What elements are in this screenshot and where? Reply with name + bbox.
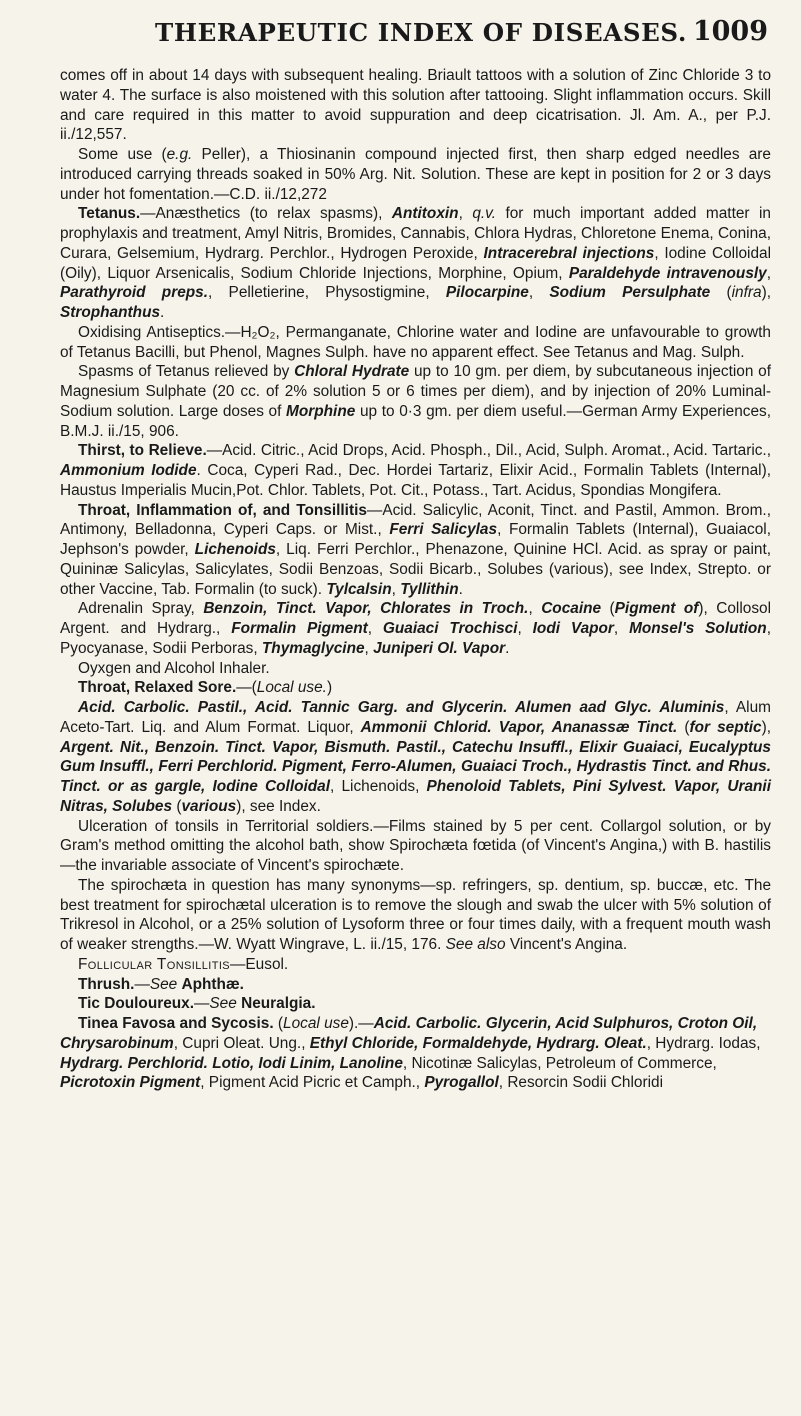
text-run: Acid. Carbolic. Pastil., Acid. Tannic Garg. and Glycerin. Alumen aad Glyc. Aluminis (78, 699, 725, 716)
entry-heading: Throat, Inflammation of, and Tonsillitis (78, 501, 367, 519)
text-run: Hydrarg. Perchlorid. Lotio, Iodi Linim, Lanoline (60, 1054, 403, 1072)
text-run: Morphine (286, 402, 356, 420)
text-run: Monsel's Solution (629, 620, 767, 637)
entry-heading: Thrush. (78, 975, 135, 993)
text-run: , Pyocyanase, Sodii Perboras, (60, 620, 771, 657)
paragraph (60, 994, 771, 1014)
text-run: Iodi Vapor (532, 620, 614, 637)
text-run: Oyxgen and Alcohol Inhaler. (78, 659, 270, 677)
body-text (60, 66, 771, 1093)
text-run: Antitoxin (391, 205, 459, 223)
paragraph (60, 1014, 771, 1093)
text-run: . Coca, Cyperi Rad., Dec. Hordei Tartariz, Elixir Acid., Formalin Tablets (Internal), Haustus Imperialis Mucin,Pot. Chlor. Tablets, Pot. Cit., Potass., Tart. Acidus, Spondias Mongifera. (60, 462, 771, 499)
paragraph (60, 975, 771, 995)
text-run: Peller), a Thiosinanin compound injected first, then sharp edged needles are introduced carrying threads soaked in 50% Arg. Nit. Solution. These are kept in position for 2 or 3 days under hot fomentation.—C.D. ii./12,272 (60, 146, 771, 203)
text-run: Chloral Hydrate (294, 363, 410, 381)
text-run: See also (445, 936, 506, 953)
text-run: Phenoloid Tablets, Pini Sylvest. Vapor, Uranii Nitras, Solubes (60, 778, 771, 815)
text-run: , (517, 620, 533, 637)
text-run: Cocaine (541, 600, 602, 618)
paragraph (60, 876, 771, 955)
text-run: , Nicotinæ Salicylas, Petroleum of Commerce, (402, 1054, 717, 1072)
text-run: Benzoin, Tinct. Vapor, Chlorates in Troch. (203, 600, 529, 618)
text-run: , Liq. Ferri Perchlor., Phenazone, Quinine HCl. Acid. as spray or paint, Quininæ Salicylas, Salicylates, Sodii Benzoas, Sodii Bicarb., Solubes (various), see Index, Strepto. or other Vaccine, Tab. Formalin (to suck). (60, 541, 771, 598)
paragraph (60, 323, 771, 363)
text-run: —( (236, 679, 257, 697)
entry-heading: Throat, Relaxed Sore. (78, 679, 237, 697)
text-run: ), Collosol Argent. and Hydrarg., (60, 600, 771, 637)
text-run: , Hydrarg. Iodas, (646, 1034, 761, 1052)
text-run: , Formalin Tablets (Internal), Guaiacol, Jephson's powder, (60, 521, 771, 558)
entry-heading: Thirst, to Relieve. (78, 442, 207, 460)
text-run: See (209, 995, 237, 1013)
text-run: , (458, 205, 473, 223)
text-run: ( (172, 797, 182, 815)
text-run: for septic (689, 718, 762, 736)
text-run: Picrotoxin Pigment (60, 1074, 201, 1092)
text-run: ( (601, 600, 615, 618)
text-run: q.v. (472, 205, 496, 223)
text-run: Juniperi Ol. Vapor (373, 639, 506, 657)
text-run: , (528, 284, 550, 302)
text-run: . (505, 639, 510, 657)
text-run: Spasms of Tetanus relieved by (78, 363, 295, 381)
paragraph (60, 955, 771, 975)
text-run: ( (273, 1015, 284, 1032)
text-run: , Iodine Colloidal (Oily), Liquor Arsenicalis, Sodium Chloride Injections, Morphine, Opium, (60, 244, 772, 282)
paragraph (60, 441, 771, 500)
text-run: Tyllithin (400, 580, 459, 598)
text-run: Parathyroid preps. (60, 284, 208, 302)
entry-heading: Tic Douloureux. (78, 995, 195, 1013)
text-run: —Eusol. (230, 955, 289, 973)
text-run: Sodium Persulphate (549, 284, 711, 302)
text-run: — (194, 995, 210, 1013)
entry-heading: Aphthæ. (181, 975, 244, 993)
text-run: Local use. (256, 679, 327, 697)
page-number: 1009 (692, 16, 768, 47)
text-run: ( (677, 718, 690, 736)
text-run: e.g. (166, 146, 193, 163)
text-run: — (134, 975, 150, 993)
text-run: —Acid. Citric., Acid Drops, Acid. Phosph., Dil., Acid, Sulph. Aromat., Acid. Tartaric., (206, 442, 771, 460)
text-run: , (528, 600, 542, 618)
text-run: , Lichenoids, (330, 778, 427, 795)
text-run: , Alum Aceto-Tart. Liq. and Alum Format. Liquor, (60, 699, 771, 736)
entry-heading: Tinea Favosa and Sycosis. (78, 1015, 274, 1032)
text-run: for much important added matter in prophylaxis and treatment, Amyl Nitris, Bromides, Cannabis, Chlora Hydras, Chloretone Enema, Conina, Curara, Gelsemium, Hydrarg. Perchlor., Hydrogen Peroxide, (60, 205, 771, 262)
text-run: Lichenoids (194, 541, 276, 558)
text-run: , Resorcin Sodii Chloridi (498, 1074, 663, 1092)
text-run: up to 0·3 gm. per diem useful.—German Army Experiences, B.M.J. ii./15, 906. (60, 402, 771, 440)
text-run: Pilocarpine (445, 284, 529, 302)
text-run: Guaiaci Trochisci (382, 620, 518, 637)
text-run: Follicular Tonsillitis (78, 955, 231, 973)
paragraph (60, 817, 771, 876)
text-run: Ethyl Chloride, Formaldehyde, Hydrarg. Oleat. (309, 1034, 647, 1052)
text-run: Pigment of (614, 600, 699, 618)
text-run: Strophanthus (60, 304, 161, 321)
text-run: —Acid. Salicylic, Aconit, Tinct. and Pastil, Ammon. Brom., Antimony, Belladonna, Cyperi Caps. or Mist., (60, 501, 771, 539)
paragraph (60, 66, 771, 145)
entry-heading: Neuralgia. (241, 995, 316, 1013)
text-run: Paraldehyde intravenously (568, 264, 767, 282)
text-run: See (149, 975, 178, 993)
text-run: . (160, 304, 165, 321)
text-run: Local use (283, 1015, 349, 1032)
page-header (60, 0, 771, 66)
text-run: Ammonium Iodide (60, 462, 197, 479)
text-run: ), see Index. (236, 797, 321, 815)
text-run: —Anæsthetics (to relax spasms), (140, 205, 392, 223)
entry-heading: Tetanus. (78, 205, 141, 223)
running-title: THERAPEUTIC INDEX OF DISEASES. (155, 18, 687, 47)
text-run: , Pelletierine, Physostigmine, (208, 284, 446, 302)
text-run: Ammonii Chlorid. Vapor, Ananassæ Tinct. (360, 718, 678, 736)
paragraph (60, 501, 771, 600)
text-run: ).— (348, 1015, 374, 1032)
text-run: , (391, 580, 401, 598)
paragraph (60, 204, 771, 323)
text-run: Argent. Nit., Benzoin. Tinct. Vapor, Bismuth. Pastil., Catechu Insuffl., Elixir Guaiaci, Eucalyptus Gum Insuffl., Ferri Perchlorid. Pigment, Ferro-Alumen, Guaiaci Troch., Hydrastis Tinct. and Rhus. Tinct. or as gargle, Iodine Colloidal (60, 738, 771, 795)
text-run: ), (761, 284, 771, 302)
paragraph (60, 678, 771, 698)
text-run: Oxidising Antiseptics.—H₂O₂, Permanganate, Chlorine water and Iodine are unfavourable to growth of Tetanus Bacilli, but Phenol, Magnes Sulph. have no apparent effect. See Tetanus and Mag. Sulph. (60, 323, 771, 361)
text-run: . (458, 580, 463, 598)
text-run: The spirochæta in question has many synonyms—sp. refringers, sp. dentium, sp. buccæ, etc. The best treatment for spirochætal ulceration is to remove the slough and swab the ulcer with 5% solution of Trikresol in Alcohol, or a 25% solution of Lysoform three or four times daily, with a frequent mouth wash of weaker strengths.—W. Wyatt Wingrave, L. ii./15, 176. (60, 876, 771, 953)
text-run: Formalin Pigment (231, 620, 368, 637)
text-run: , (367, 620, 383, 637)
paragraph (60, 698, 771, 817)
text-run: Some use ( (78, 146, 167, 163)
text-run: comes off in about 14 days with subsequent healing. Briault tattoos with a solution of Zinc Chloride 3 to water 4. The surface is also moistened with this solution after tattooing. Slight inflammation occurs. Skill and care required in this matter to avoid suppuration and deep cicatrisation. Jl. Am. A., per P.J. ii./12,557. (60, 67, 771, 144)
text-run: Ferri Salicylas (389, 521, 498, 539)
paragraph (60, 659, 771, 679)
text-run: Acid. Carbolic. Glycerin, Acid Sulphuros, Croton Oil, Chrysarobinum (60, 1015, 758, 1052)
text-run: up to 10 gm. per diem, by subcutaneous injection of Magnesium Sulphate (20 cc. of 2% solution 5 or 6 times per diem), and by injection of 20% Luminal-Sodium solution. Large doses of (60, 363, 772, 420)
text-run: Ulceration of tonsils in Territorial soldiers.—Films stained by 5 per cent. Collargol solution, or by Gram's method omitting the alcohol bath, show Spirochæta fœtida (of Vincent's Angina,) with B. hastilis—the invariable associate of Vincent's spirochæte. (60, 817, 771, 874)
paragraph (60, 145, 771, 204)
text-run: Intracerebral injections (483, 244, 655, 262)
paragraph (60, 362, 771, 441)
text-run: , Pigment Acid Picric et Camph., (200, 1074, 425, 1092)
text-run: various (181, 797, 237, 815)
text-run: infra (731, 284, 762, 302)
text-run: , (766, 264, 772, 282)
text-run: Thymaglycine (261, 639, 365, 657)
text-run: , (613, 620, 630, 637)
text-run: , (364, 639, 374, 657)
text-run: Vincent's Angina. (505, 936, 628, 953)
text-run: ), (761, 718, 771, 736)
text-run: ) (326, 679, 333, 697)
paragraph (60, 599, 771, 658)
text-run: ( (710, 284, 732, 302)
text-run: Adrenalin Spray, (78, 600, 204, 618)
text-run: Tylcalsin (326, 580, 392, 598)
text-run: , Cupri Oleat. Ung., (173, 1034, 310, 1052)
text-run: Pyrogallol (424, 1074, 499, 1092)
